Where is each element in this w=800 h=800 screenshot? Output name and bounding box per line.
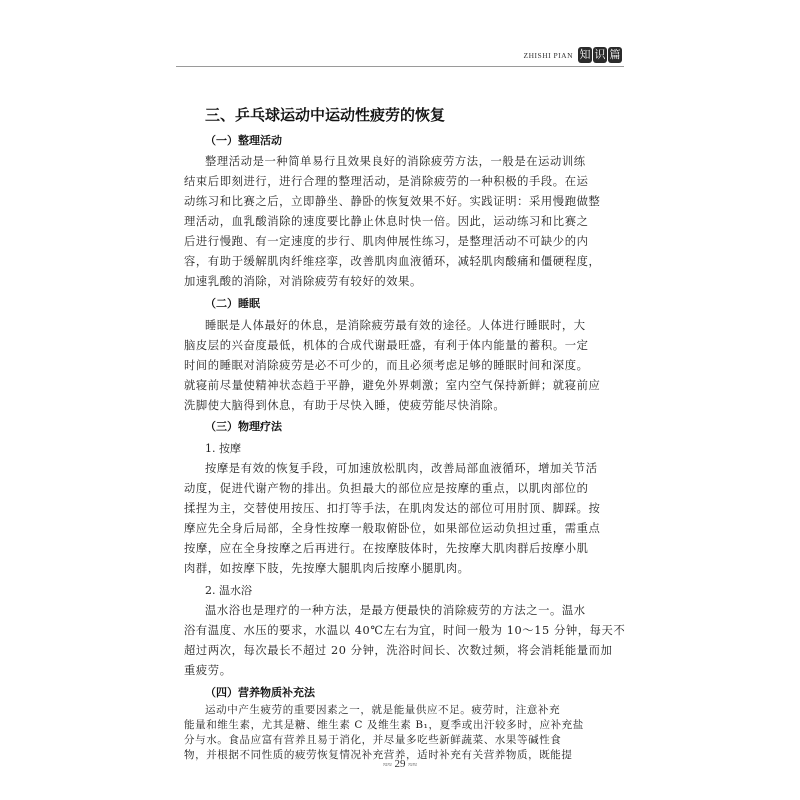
paragraph-line: 时间的睡眠对消除疲劳是必不可少的，而且必须考虑足够的睡眠时间和深度。 [184,359,589,372]
paragraph-line: 重疲劳。 [184,664,232,677]
paragraph-line: 温水浴也是理疗的一种方法，是最方便最快的消除疲劳的方法之一。温水 [205,604,586,617]
subheading-sleep: （二）睡眠 [205,297,260,310]
paragraph-line: 超过两次，每次最长不超过 20 分钟，洗浴时间长、次数过频，将会消耗能量而加 [184,644,613,657]
subheading-physical-therapy: （三）物理疗法 [205,420,282,433]
badge-char: 篇 [609,48,621,61]
page-number: 29 [394,758,406,770]
paragraph-line: 能量和维生素，尤其是糖、维生素 C 及维生素 B₁，夏季或出汗较多时，应补充盐 [184,719,584,731]
paragraph-line: 就寝前尽量使精神状态趋于平静，避免外界刺激；室内空气保持新鲜；就寝前应 [184,379,601,392]
badge-char: 识 [594,48,606,61]
running-header [500,46,622,64]
paragraph-line: 容，有助于缓解肌肉纤维痉挛，改善肌肉血液循环，减轻肌肉酸痛和僵硬程度， [184,255,601,268]
paragraph-line: 摩应先全身后局部，全身性按摩一般取俯卧位，如果部位运动负担过重，需重点 [184,522,601,535]
header-section-latin: ZHISHI PIAN [523,50,573,60]
paragraph-line: 后进行慢跑、有一定速度的步行、肌肉伸展性练习，是整理活动不可缺少的内 [184,235,589,248]
footer-ornament-right: ≈≈ [408,760,418,769]
paragraph-line: 加速乳酸的消除，对消除疲劳有较好的效果。 [184,275,422,288]
subheading-nutrition: （四）营养物质补充法 [205,686,315,699]
paragraph-line: 动度，促进代谢产物的排出。负担最大的部位应是按摩的重点，以肌肉部位的 [184,482,589,495]
paragraph-line: 脑皮层的兴奋度最低，机体的合成代谢最旺盛，有利于体内能量的蓄积。一定 [184,339,589,352]
item-label-massage: 1. 按摩 [205,442,241,455]
paragraph-line: 睡眠是人体最好的休息，是消除疲劳最有效的途径。人体进行睡眠时，大 [205,319,586,332]
paragraph-line: 肉群，如按摩下肢，先按摩大腿肌肉后按摩小腿肌肉。 [184,562,470,575]
paragraph-line: 分与水。食品应富有营养且易于消化，并尽量多吃些新鲜蔬菜、水果等碱性食 [184,734,562,746]
paragraph-line: 理活动，血乳酸消除的速度要比静止休息时快一倍。因此，运动练习和比赛之 [184,215,589,228]
paragraph-line: 揉捏为主，交替使用按压、扣打等手法，在肌肉发达的部位可用肘顶、脚踩。按 [184,502,601,515]
paragraph-line: 运动中产生疲劳的重要因素之一，就是能量供应不足。疲劳时，注意补充 [205,704,561,716]
header-section-badge [578,47,622,63]
paragraph-line: 结束后即刻进行，进行合理的整理活动，是消除疲劳的一种积极的手段。在运 [184,175,589,188]
footer-ornament-left: ≈≈ [382,760,392,769]
paragraph-line: 动练习和比赛之后，立即静坐、静卧的恢复效果不好。实践证明：采用慢跑做整 [184,195,601,208]
section-title: 三、乒乓球运动中运动性疲劳的恢复 [205,106,446,124]
paragraph-line: 按摩，应在全身按摩之后再进行。在按摩肢体时，先按摩大肌肉群后按摩小肌 [184,542,589,555]
paragraph-line: 物，并根据不同性质的疲劳恢复情况补充营养，适时补充有关营养物质，既能提 [184,749,573,761]
header-rule [176,66,624,67]
paragraph-line: 洗脚使大脑得到休息，有助于尽快入睡，使疲劳能尽快消除。 [184,399,506,412]
paragraph-line: 整理活动是一种简单易行且效果良好的消除疲劳方法，一般是在运动训练 [205,155,586,168]
subheading-warmdown: （一）整理活动 [205,134,282,147]
item-label-warm-bath: 2. 温水浴 [205,584,252,597]
paragraph-line: 按摩是有效的恢复手段，可加速放松肌肉，改善局部血液循环，增加关节活 [205,462,598,475]
paragraph-line: 浴有温度、水压的要求，水温以 40℃左右为宜，时间一般为 10～15 分钟，每天不 [184,624,626,637]
badge-char: 知 [579,48,591,61]
